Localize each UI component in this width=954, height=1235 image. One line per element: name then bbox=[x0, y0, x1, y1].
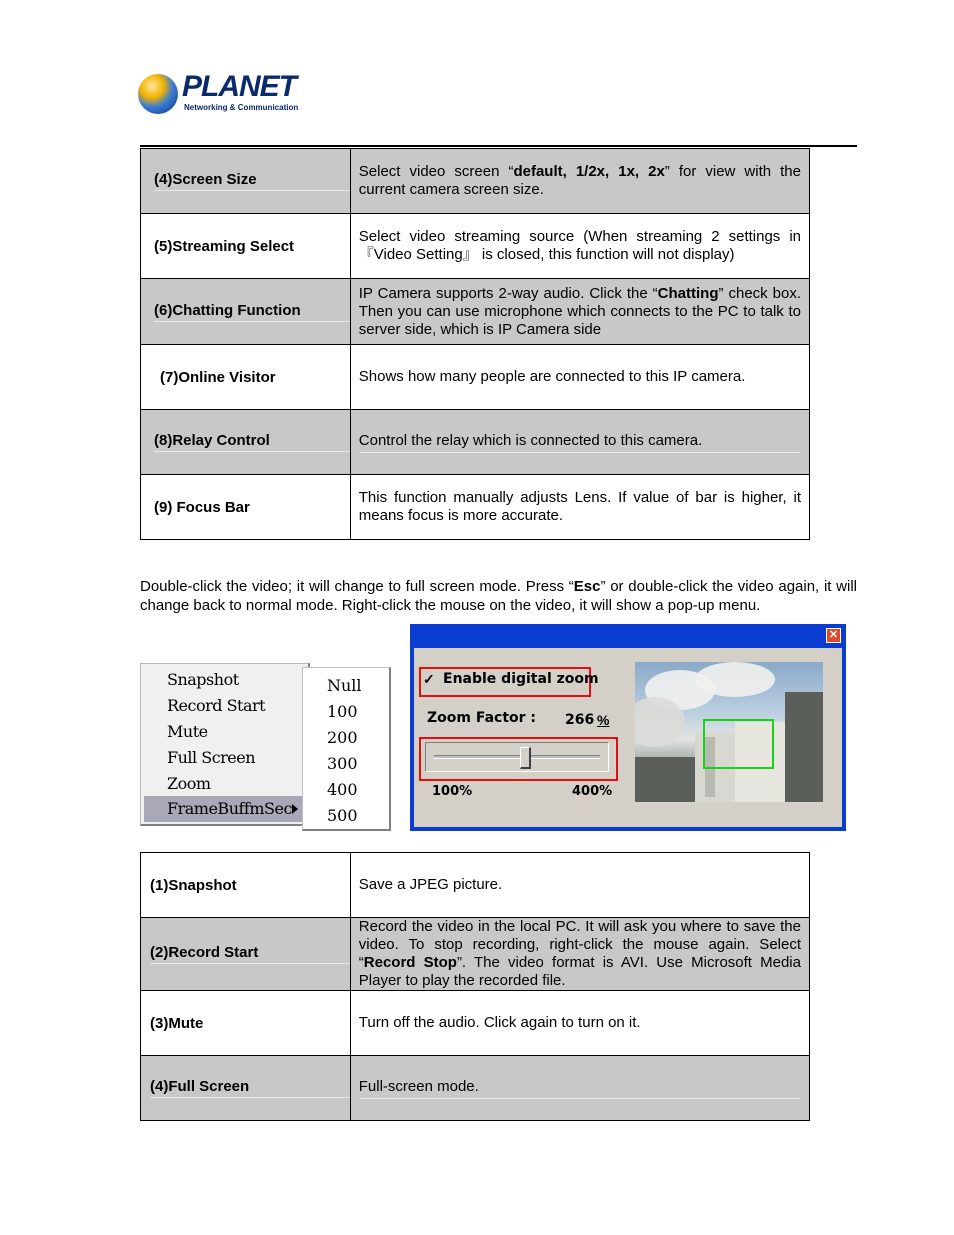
function-table-2 bbox=[140, 852, 810, 1121]
row-value: Turn off the audio. Click again to turn on it. bbox=[350, 991, 809, 1056]
menu-item-mute[interactable]: Mute bbox=[167, 722, 208, 741]
row-value: This function manually adjusts Lens. If value of bar is higher, it means focus is more accurate. bbox=[350, 475, 809, 540]
submenu-arrow-icon bbox=[292, 804, 298, 814]
zoom-factor-value: 266 bbox=[565, 712, 595, 728]
row-value: Shows how many people are connected to this IP camera. bbox=[350, 345, 809, 410]
submenu-item-400[interactable]: 400 bbox=[327, 780, 358, 799]
table-row bbox=[141, 279, 810, 345]
table-row bbox=[141, 1056, 810, 1121]
row-key: (6)Chatting Function bbox=[141, 279, 351, 345]
row-key: (7)Online Visitor bbox=[141, 345, 351, 410]
body-paragraph: Double-click the video; it will change to full screen mode. Press “Esc” or double-click the video again, it will change back to normal mode. Right-click the mouse on the video, it will show a pop-up menu. bbox=[140, 578, 857, 614]
table-row bbox=[141, 918, 810, 991]
planet-logo bbox=[138, 72, 298, 116]
row-key: (1)Snapshot bbox=[141, 853, 351, 918]
row-value: Record the video in the local PC. It will ask you where to save the video. To stop recording, right-click the mouse again. Select “Record Stop”. The video format is AVI. Use Microsoft Media Player to play the recorded file. bbox=[350, 918, 809, 991]
row-value: Save a JPEG picture. bbox=[350, 853, 809, 918]
submenu-item-300[interactable]: 300 bbox=[327, 754, 358, 773]
row-key: (2)Record Start bbox=[141, 918, 351, 991]
digital-zoom-dialog bbox=[410, 624, 846, 831]
close-icon[interactable]: ✕ bbox=[826, 628, 841, 643]
zoom-factor-unit: % bbox=[597, 712, 610, 728]
table-row bbox=[141, 149, 810, 214]
row-key: (9) Focus Bar bbox=[141, 475, 351, 540]
logo-tagline: Networking & Communication bbox=[184, 103, 299, 112]
table-row bbox=[141, 214, 810, 279]
menu-item-full-screen[interactable]: Full Screen bbox=[167, 748, 256, 767]
submenu bbox=[302, 667, 391, 831]
enable-digital-zoom-label[interactable]: Enable digital zoom bbox=[443, 671, 599, 687]
slider-thumb[interactable] bbox=[520, 747, 531, 769]
function-table-1 bbox=[140, 148, 810, 540]
zoom-slider[interactable] bbox=[425, 742, 609, 772]
slider-max-label: 400% bbox=[572, 784, 613, 799]
zoom-preview-image bbox=[635, 662, 823, 802]
row-key: (4)Full Screen bbox=[141, 1056, 351, 1121]
table-row bbox=[141, 853, 810, 918]
row-value: Select video streaming source (When streaming 2 settings in 『Video Setting』 is closed, this function will not display) bbox=[350, 214, 809, 279]
menu-item-label: FrameBuffmSec bbox=[167, 799, 292, 818]
menu-item-record-start[interactable]: Record Start bbox=[167, 696, 266, 715]
submenu-item-200[interactable]: 200 bbox=[327, 728, 358, 747]
slider-min-label: 100% bbox=[432, 784, 473, 799]
zoom-region-box[interactable] bbox=[703, 719, 774, 769]
row-key: (3)Mute bbox=[141, 991, 351, 1056]
submenu-item-500[interactable]: 500 bbox=[327, 806, 358, 825]
checkbox-checkmark-icon[interactable]: ✓ bbox=[423, 671, 435, 687]
row-key: (8)Relay Control bbox=[141, 410, 351, 475]
table-row bbox=[141, 410, 810, 475]
table-row bbox=[141, 991, 810, 1056]
row-value: Select video screen “default, 1/2x, 1x, 2x” for view with the current camera screen size. bbox=[350, 149, 809, 214]
popup-menu bbox=[140, 663, 310, 826]
row-key: (5)Streaming Select bbox=[141, 214, 351, 279]
row-key: (4)Screen Size bbox=[141, 149, 351, 214]
submenu-item-null[interactable]: Null bbox=[327, 676, 362, 695]
menu-item-zoom[interactable]: Zoom bbox=[167, 774, 211, 793]
submenu-item-100[interactable]: 100 bbox=[327, 702, 358, 721]
table-row bbox=[141, 345, 810, 410]
row-value: IP Camera supports 2-way audio. Click the “Chatting” check box. Then you can use microphone which connects to the PC to talk to server side, which is IP Camera side bbox=[350, 279, 809, 345]
zoom-factor-label: Zoom Factor : bbox=[427, 710, 537, 726]
header-divider bbox=[140, 145, 857, 147]
context-menu-screenshot bbox=[140, 663, 392, 831]
menu-item-snapshot[interactable]: Snapshot bbox=[167, 670, 239, 689]
logo-name: PLANET bbox=[182, 70, 296, 103]
slider-track bbox=[434, 755, 600, 759]
row-value: Full-screen mode. bbox=[350, 1056, 809, 1121]
globe-icon bbox=[138, 74, 178, 114]
table-row bbox=[141, 475, 810, 540]
menu-item-framebuffmsec[interactable] bbox=[144, 796, 302, 822]
row-value: Control the relay which is connected to this camera. bbox=[350, 410, 809, 475]
